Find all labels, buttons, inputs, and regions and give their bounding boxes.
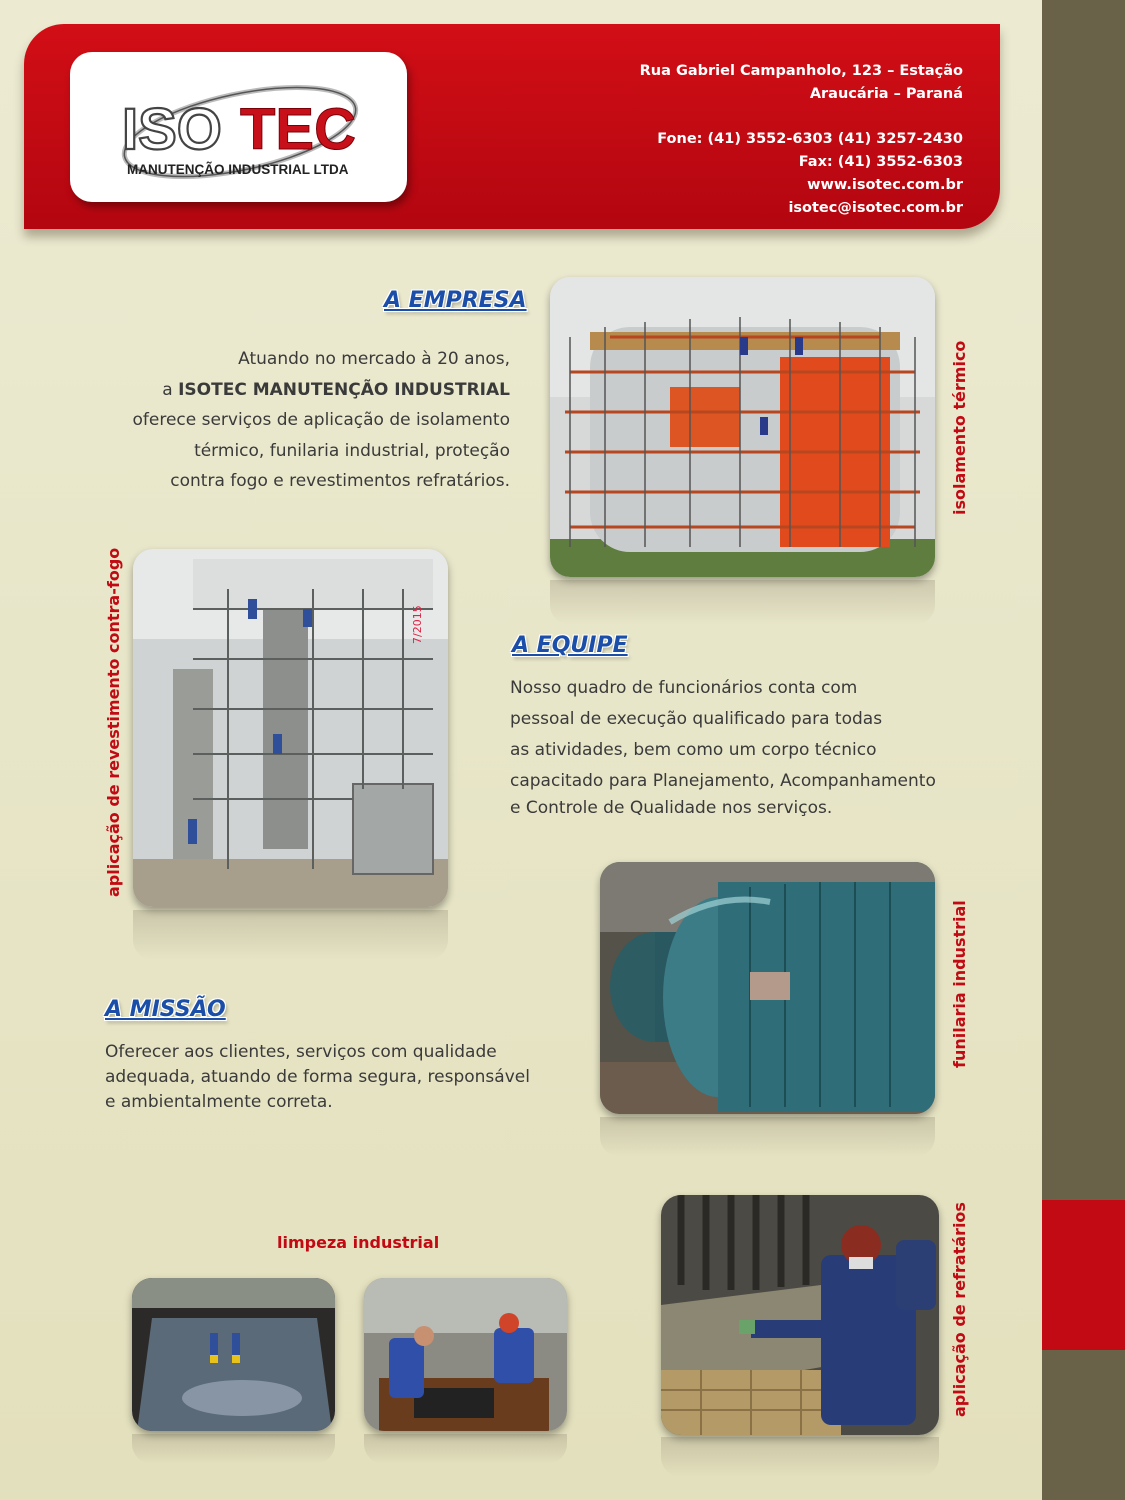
- label-refractory-application: aplicação de refratários: [950, 1202, 969, 1417]
- photo-reflection: [133, 910, 448, 960]
- missao-paragraph: [105, 1040, 530, 1115]
- empresa-line-2-prefix: a: [162, 379, 179, 400]
- photo-refractory-application: [661, 1195, 939, 1435]
- photo-thermal-insulation-tank: [550, 277, 935, 577]
- label-industrial-sheet-metal: funilaria industrial: [950, 900, 969, 1068]
- empresa-line-3: oferece serviços de aplicação de isolamento: [132, 410, 510, 430]
- empresa-line-5: contra fogo e revestimentos refratários.: [170, 471, 510, 491]
- equipe-line-5: e Controle de Qualidade nos serviços.: [510, 798, 833, 818]
- logo-tec-text: TEC: [240, 97, 356, 162]
- missao-title: A MISSÃO: [105, 997, 226, 1022]
- photo-reflection: [550, 580, 935, 625]
- equipe-line-3: as atividades, bem como um corpo técnico: [510, 740, 877, 760]
- photo-industrial-sheet-metal: [600, 862, 935, 1114]
- empresa-line-1: Atuando no mercado à 20 anos,: [238, 349, 510, 369]
- logo-subtitle: MANUTENÇÃO INDUSTRIAL LTDA: [127, 162, 349, 177]
- label-industrial-cleaning: limpeza industrial: [277, 1233, 440, 1252]
- label-thermal-insulation: isolamento térmico: [950, 340, 969, 515]
- missao-line-3: e ambientalmente correta.: [105, 1092, 333, 1112]
- equipe-title: A EQUIPE: [512, 633, 628, 658]
- email-link[interactable]: isotec@isotec.com.br: [788, 200, 963, 216]
- empresa-title: A EMPRESA: [384, 288, 527, 313]
- empresa-company-name: ISOTEC MANUTENÇÃO INDUSTRIAL: [178, 379, 510, 400]
- address-line-1: Rua Gabriel Campanholo, 123 – Estação: [639, 63, 963, 79]
- empresa-line-2: [132, 375, 510, 406]
- photo-reflection: [600, 1117, 935, 1157]
- equipe-line-1: Nosso quadro de funcionários conta com: [510, 678, 858, 698]
- photo-reflection: [364, 1434, 567, 1464]
- company-logo: [70, 52, 407, 202]
- photo-date-stamp: 7/2015: [411, 605, 424, 644]
- fax-line: Fax: (41) 3552-6303: [798, 154, 963, 170]
- photo-cleaning-workers: [364, 1278, 567, 1431]
- empresa-paragraph: [132, 344, 510, 497]
- empresa-line-4: térmico, funilaria industrial, proteção: [194, 440, 510, 461]
- phone-line: Fone: (41) 3552-6303 (41) 3257-2430: [657, 131, 963, 147]
- contact-block: [543, 60, 963, 220]
- right-side-red-block: [1042, 1200, 1125, 1350]
- website-link[interactable]: www.isotec.com.br: [807, 177, 963, 193]
- missao-line-1: Oferecer aos clientes, serviços com qualidade: [105, 1042, 497, 1062]
- equipe-line-4: capacitado para Planejamento, Acompanhamento: [510, 771, 936, 791]
- photo-fireproof-structure: [133, 549, 448, 907]
- isotec-logo-graphic: [70, 52, 407, 202]
- label-fireproof-coating: aplicação de revestimento contra-fogo: [104, 547, 123, 897]
- address-line-2: Araucária – Paraná: [809, 86, 963, 102]
- equipe-line-2: pessoal de execução qualificado para todas: [510, 709, 883, 729]
- missao-line-2: adequada, atuando de forma segura, responsável: [105, 1067, 530, 1087]
- equipe-paragraph: [510, 673, 936, 824]
- photo-cleaning-tank: [132, 1278, 335, 1431]
- logo-iso-text: ISO: [122, 97, 222, 162]
- photo-reflection: [132, 1434, 335, 1464]
- photo-reflection: [661, 1437, 939, 1477]
